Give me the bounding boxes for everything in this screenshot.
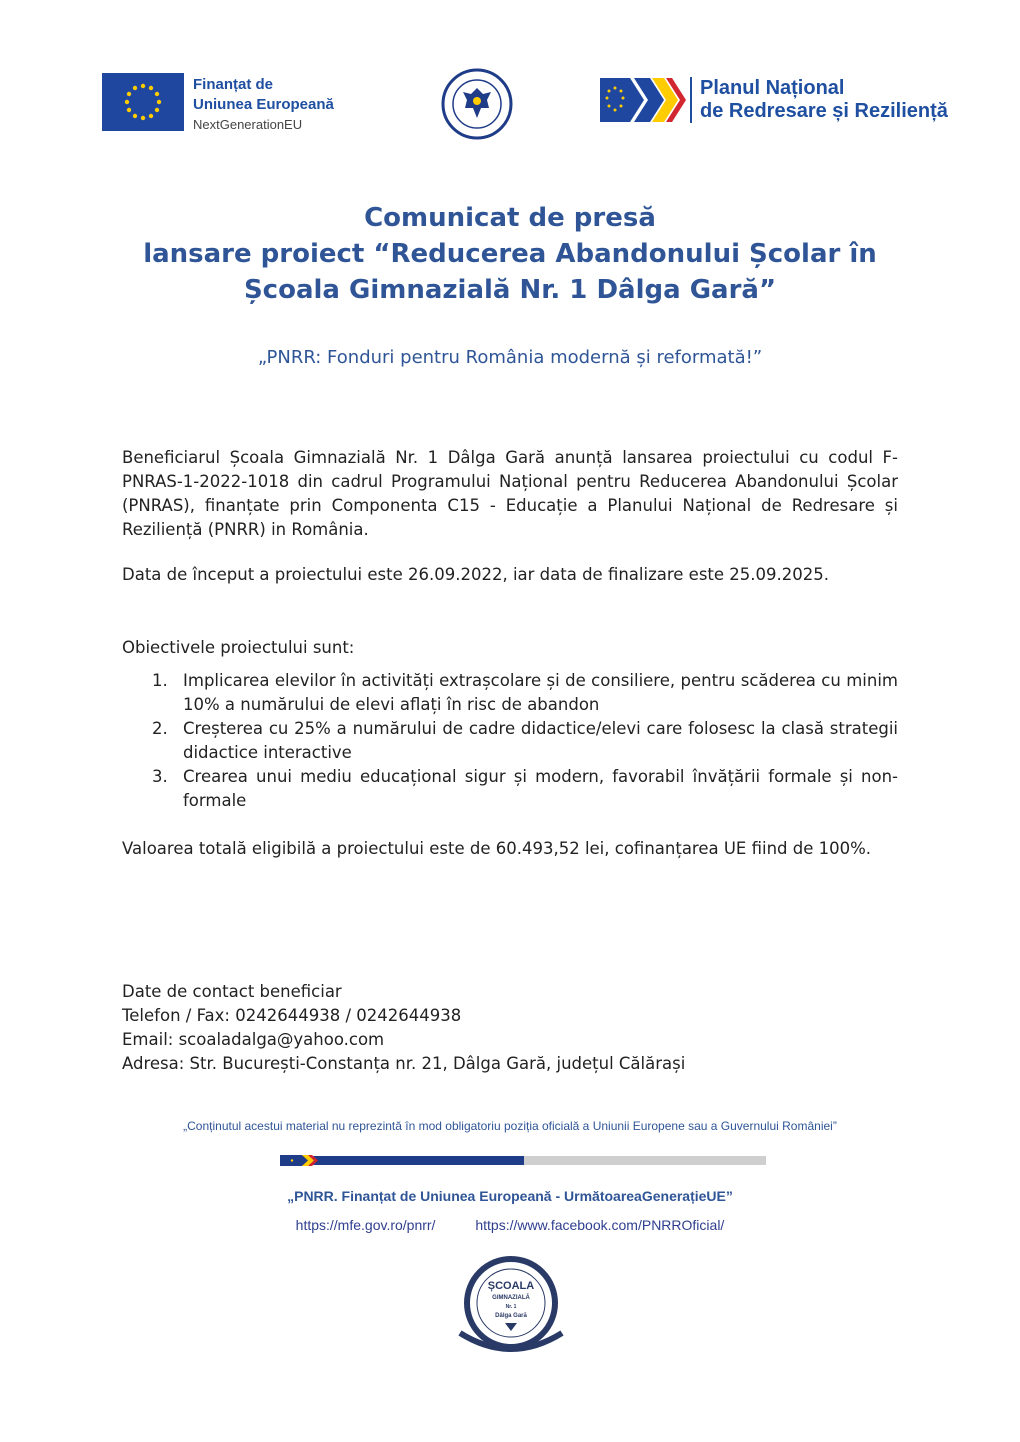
- footer-links: [0, 1217, 1020, 1233]
- seal-line1: ȘCOALA: [487, 1280, 535, 1292]
- objective-text: Crearea unui mediu educațional sigur și modern, favorabil învățării formale și non-formale: [183, 767, 898, 810]
- document-title: [0, 200, 1020, 308]
- eu-logo-line2: Uniunea Europeană: [193, 96, 334, 113]
- school-seal-logo: [450, 1255, 572, 1355]
- contact-email: Email: scoaladalga@yahoo.com: [122, 1030, 385, 1049]
- pnrr-logo-line2: de Redresare și Reziliență: [700, 100, 948, 122]
- objective-number: 1.: [152, 671, 168, 690]
- objective-text: Creșterea cu 25% a numărului de cadre didactice/elevi care folosesc la clasă strategii didactice interactive: [183, 719, 898, 762]
- pnrr-arrow-icon: [600, 76, 686, 124]
- dates-paragraph: Data de început a proiectului este 26.09.2022, iar data de finalizare este 25.09.2025.: [122, 565, 830, 584]
- footer-motto: „PNRR. Finanțat de Uniunea Europeană - UrmătoareaGenerațieUE”: [287, 1188, 733, 1204]
- eu-funding-logo: [102, 73, 334, 134]
- pnrr-logo: [600, 76, 948, 124]
- objectives-heading: Obiectivele proiectului sunt:: [122, 638, 355, 657]
- eu-flag-icon: [102, 73, 184, 131]
- seal-line3: Nr. 1: [505, 1304, 517, 1310]
- seal-line4: Dâlga Gară: [495, 1313, 527, 1319]
- contact-phone: Telefon / Fax: 0242644938 / 0242644938: [122, 1006, 462, 1025]
- government-seal-icon: [441, 68, 513, 140]
- objective-text: Implicarea elevilor în activități extrașcolare și de consiliere, pentru scăderea cu minim 10% a numărului de elevi aflați în risc de abandon: [183, 671, 898, 714]
- disclaimer: „Conținutul acestui material nu reprezintă în mod obligatoriu poziția oficială a Uniunii Europene sau a Guvernului României”: [183, 1119, 837, 1133]
- title-line3: Școala Gimnazială Nr. 1 Dâlga Gară”: [243, 275, 777, 305]
- seal-line2: GIMNAZIALĂ: [492, 1295, 530, 1301]
- list-item: [122, 765, 898, 813]
- footer-divider: [280, 1156, 766, 1165]
- document-subtitle: „PNRR: Fonduri pentru România modernă și reformată!”: [257, 347, 763, 368]
- contact-title: Date de contact beneficiar: [122, 982, 342, 1001]
- eu-logo-line3: NextGenerationEU: [193, 117, 303, 132]
- footer-arrow-icon: [280, 1155, 320, 1166]
- list-item: [122, 669, 898, 717]
- objective-number: 3.: [152, 767, 168, 786]
- objectives-list: [122, 669, 898, 813]
- list-item: [122, 717, 898, 765]
- contact-address: Adresa: Str. București-Constanța nr. 21, Dâlga Gară, județul Călărași: [122, 1054, 686, 1073]
- eu-logo-line1: Finanțat de: [193, 76, 274, 93]
- header-logos: [0, 68, 1020, 148]
- value-paragraph: Valoarea totală eligibilă a proiectului este de 60.493,52 lei, cofinanțarea UE fiind de 100%.: [122, 839, 872, 858]
- contact-block: [122, 980, 898, 1076]
- mfe-link[interactable]: https://mfe.gov.ro/pnrr/: [295, 1217, 436, 1233]
- pnrr-logo-line1: Planul Național: [700, 77, 845, 99]
- facebook-link[interactable]: https://www.facebook.com/PNRROficial/: [475, 1217, 725, 1233]
- title-line1: Comunicat de presă: [364, 203, 656, 233]
- objective-number: 2.: [152, 719, 168, 738]
- intro-paragraph: Beneficiarul Școala Gimnazială Nr. 1 Dâlga Gară anunță lansarea proiectului cu codul F-PNRAS-1-2022-1018 din cadrul Programului Național pentru Reducerea Abandonului Școlar (PNRAS), finanțate prin Componenta C15 - Educație a Planului Național de Redresare și Reziliență (PNRR) in România.: [122, 448, 898, 539]
- title-line2: lansare proiect “Reducerea Abandonului Școlar în: [143, 239, 877, 269]
